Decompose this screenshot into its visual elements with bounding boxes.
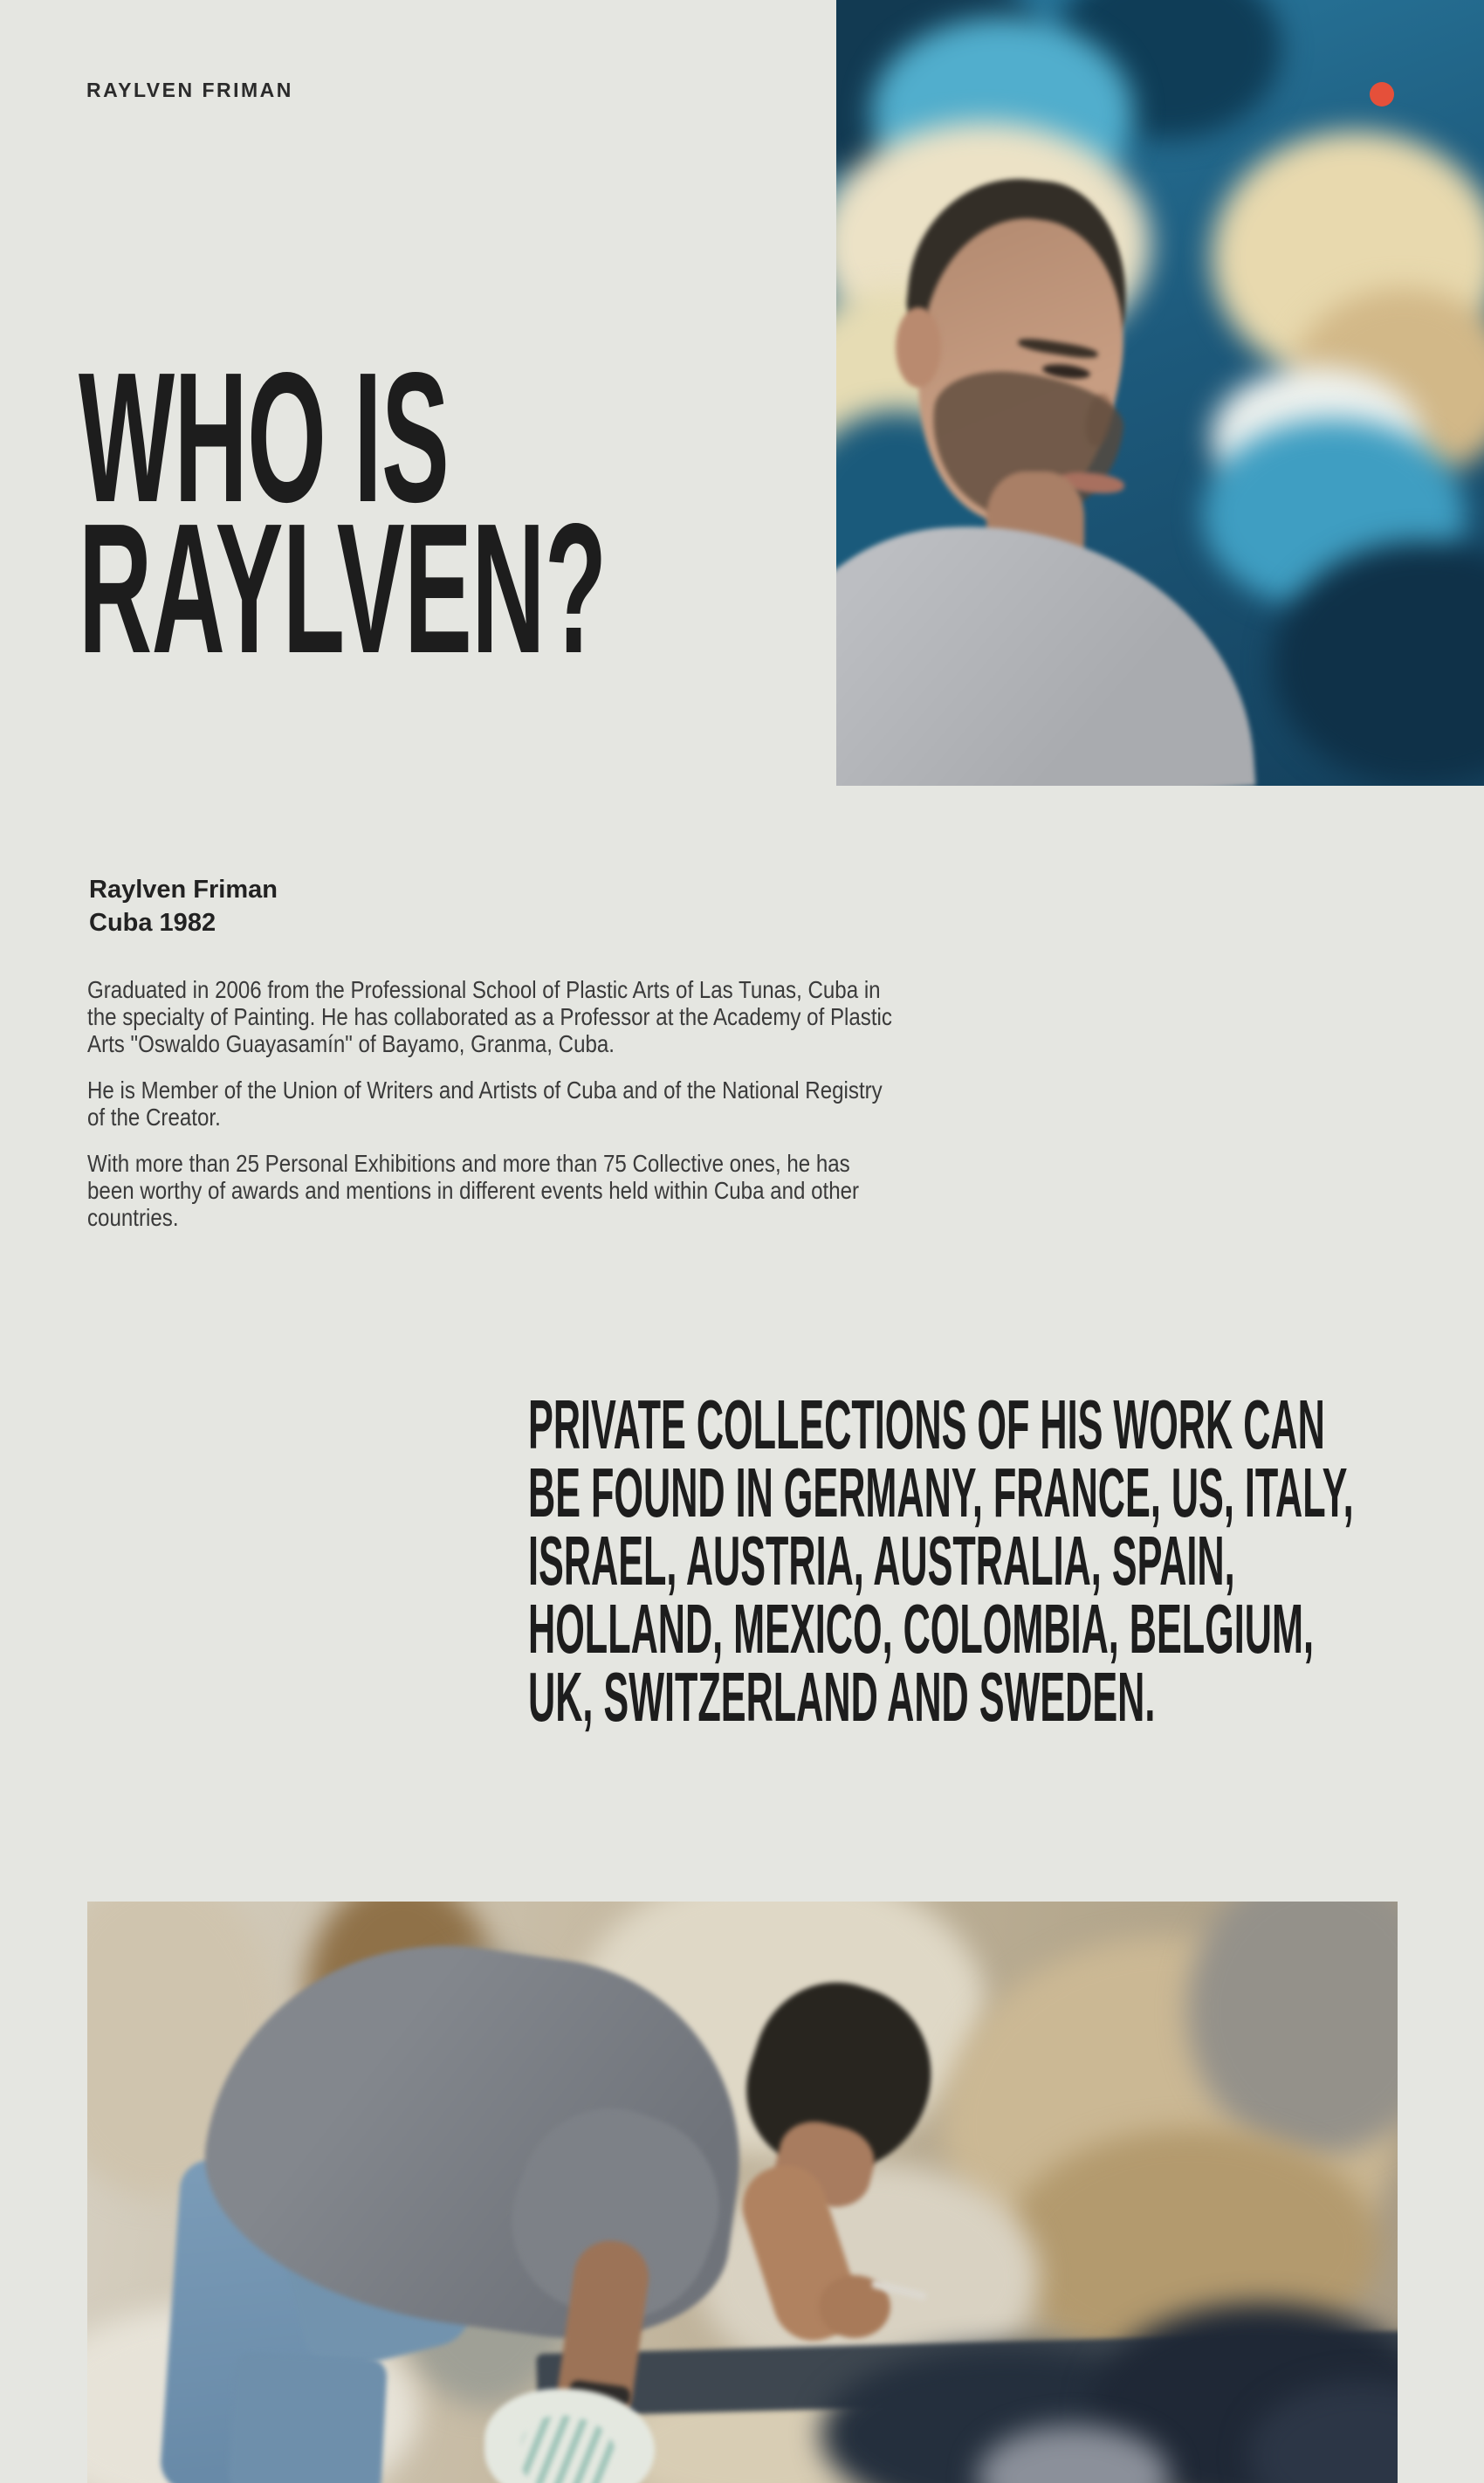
collections-line: UK, SWITZERLAND AND SWEDEN.: [528, 1658, 1156, 1736]
collections-line: ISRAEL, AUSTRIA, AUSTRALIA, SPAIN,: [528, 1522, 1235, 1599]
collections-line: PRIVATE COLLECTIONS OF HIS WORK CAN: [528, 1386, 1325, 1463]
page-title-line: RAYLVEN?: [79, 485, 607, 691]
collections-heading: [528, 1386, 1484, 1736]
bio-paragraph: He is Member of the Union of Writers and Artists of Cuba and of the National Registry of the Creator.: [87, 1076, 883, 1131]
page-title-line: WHO IS: [79, 334, 450, 540]
brand-logo: RAYLVEN FRIMAN: [86, 79, 293, 101]
bio-paragraph: With more than 25 Personal Exhibitions and more than 75 Collective ones, he has been worthy of awards and mentions in different events held within Cuba and other countries.: [87, 1150, 860, 1231]
painter-jeans: [228, 2352, 388, 2483]
red-dot: [1370, 82, 1394, 107]
collections-line: BE FOUND IN GERMANY, FRANCE, US, ITALY,: [528, 1454, 1354, 1531]
studio-photo: [87, 1902, 1398, 2483]
artist-birth: Cuba 1982: [89, 909, 216, 937]
biography: [87, 976, 899, 1250]
bio-paragraph: Graduated in 2006 from the Professional School of Plastic Arts of Las Tunas, Cuba in the specialty of Painting. He has collaborated as a Professor at the Academy of Plastic Arts "Oswaldo Guayasamín" of Bayamo, Granma, Cuba.: [87, 976, 892, 1057]
artist-name: Raylven Friman: [89, 876, 278, 904]
page-title: [79, 334, 1038, 691]
artist-name-block: [89, 873, 278, 939]
collections-line: HOLLAND, MEXICO, COLOMBIA, BELGIUM,: [528, 1590, 1314, 1668]
